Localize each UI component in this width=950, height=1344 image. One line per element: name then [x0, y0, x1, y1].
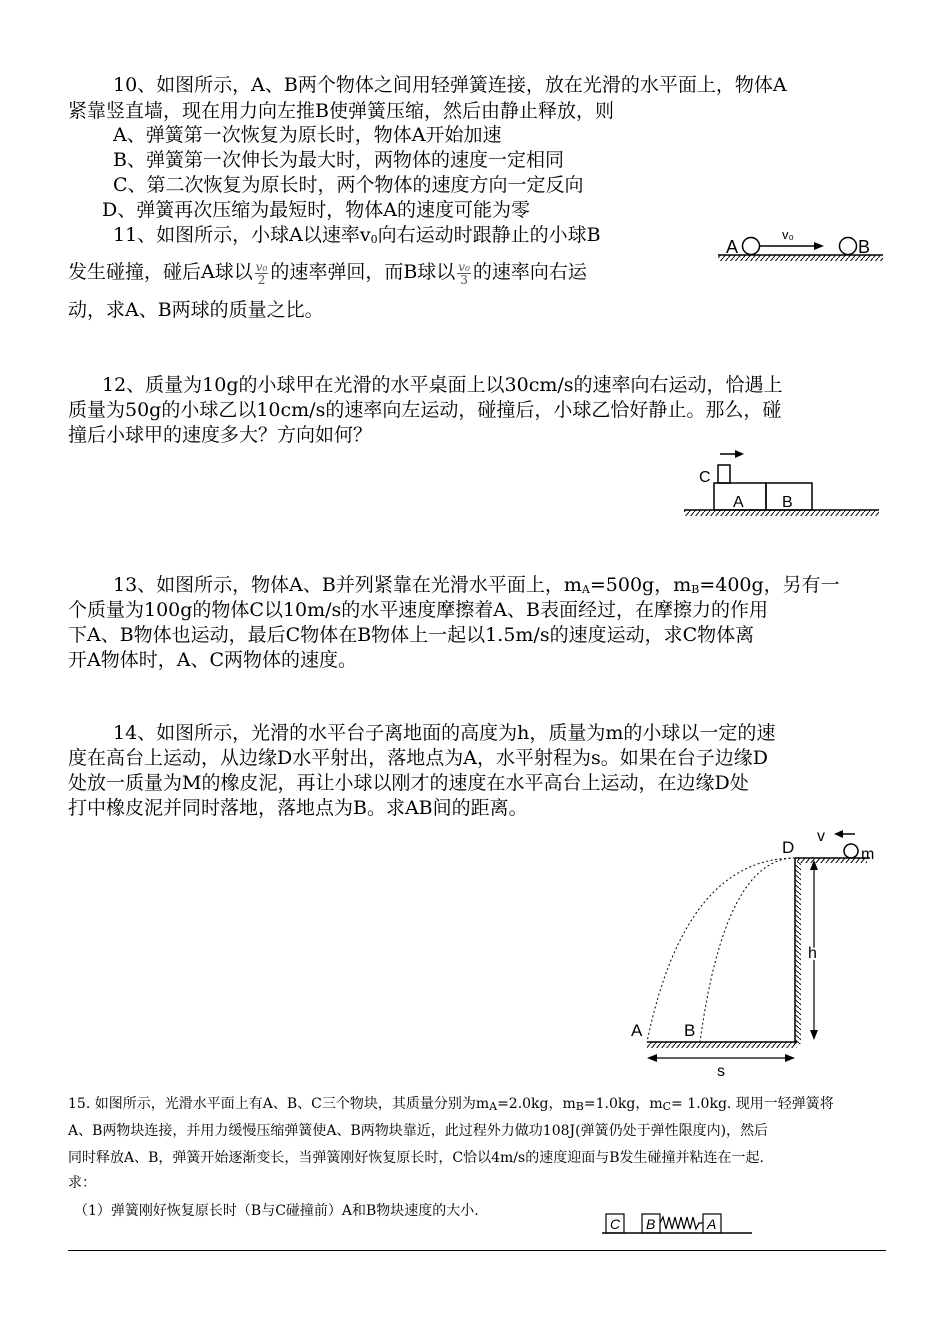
landing-b-label: B: [684, 1021, 696, 1040]
height-label: h: [808, 945, 817, 962]
q15-line4: 求：: [68, 1175, 96, 1191]
q14-line3: 处放一质量为M的橡皮泥，再让小球以刚才的速度在水平高台上运动，在边缘D处: [68, 772, 749, 794]
q15-line1: 15. 如图所示，光滑水平面上有A、B、C三个物块，其质量分别为$m_A=2.0kg$，$m_B=1.0kg$，$m_C= 1.0kg$. 现用一轻弹簧将: [68, 1096, 834, 1113]
q11-line1: 11、如图所示，小球A以速率$v_0$向右运动时跟静止的小球B: [113, 224, 601, 246]
q14-projectile-figure: [625, 828, 885, 1078]
q13-line1: 13、如图所示，物体A、B并列紧靠在光滑水平面上，$m_A=500g$，$m_B=400g$，另有一: [113, 574, 840, 596]
q12-line3: 撞后小球甲的速度多大？方向如何？: [68, 424, 373, 446]
q14-line4: 打中橡皮泥并同时落地，落地点为B。求AB间的距离。: [68, 797, 528, 819]
q15-spring-blocks-figure: [602, 1208, 752, 1238]
trajectory-a: [647, 858, 795, 1042]
ball-a-label: A: [726, 237, 739, 257]
fraction-v0-over-3: $\frac{\text{v₀}}{3}$: [458, 259, 470, 287]
q12-line1: 12、质量为10g的小球甲在光滑的水平桌面上以30cm/s的速率向右运动，恰遇上: [102, 374, 783, 396]
q10-option-d: D、弹簧再次压缩为最短时，物体A的速度可能为零: [102, 199, 530, 221]
bottom-rule: [68, 1250, 886, 1251]
table-top-hatch: [797, 858, 867, 863]
q13-line2: 个质量为100g的物体C以10m/s的水平速度摩擦着A、B表面经过，在摩擦力的作用: [68, 599, 768, 621]
q13-line4: 开A物体时，A、C两物体的速度。: [68, 649, 357, 671]
velocity-label: v: [817, 828, 825, 845]
trajectory-b: [700, 858, 795, 1042]
q12-line2: 质量为50g的小球乙以10cm/s的速率向左运动，碰撞后，小球乙恰好静止。那么，碰: [68, 399, 782, 421]
range-arrowhead-left: [647, 1054, 657, 1062]
range-arrowhead-right: [785, 1054, 795, 1062]
q15-line3: 同时释放A、B，弹簧开始逐渐变长，当弹簧刚好恢复原长时，C恰以4m/s的速度迎面与B发生碰撞并粘连在一起.: [68, 1150, 764, 1166]
q15-line5: （1）弹簧刚好恢复原长时（B与C碰撞前）A和B物块速度的大小.: [74, 1203, 479, 1219]
q10-option-b: B、弹簧第一次伸长为最大时，两物体的速度一定相同: [113, 149, 564, 171]
height-arrowhead-bottom: [810, 1030, 818, 1040]
q14-line1: 14、如图所示，光滑的水平台子离地面的高度为h，质量为m的小球以一定的速: [113, 722, 776, 744]
q10-stem-line1: 10、如图所示，A、B两个物体之间用轻弹簧连接，放在光滑的水平面上，物体A: [113, 74, 787, 96]
range-label: s: [717, 1063, 725, 1080]
fraction-v0-over-2: $\frac{\text{v₀}}{2}$: [255, 259, 268, 287]
block-c: [718, 465, 730, 483]
block-b-label: B: [782, 494, 793, 511]
spring: [660, 1217, 703, 1229]
q14-line2: 度在高台上运动，从边缘D水平射出，落地点为A，水平射程为s。如果在台子边缘D: [68, 747, 768, 769]
velocity-arrowhead: [735, 450, 744, 458]
ball-a: [743, 238, 760, 255]
block-a-label: A: [733, 494, 744, 511]
q13-line3: 下A、B物体也运动，最后C物体在B物体上一起以1.5m/s的速度运动，求C物体离: [68, 624, 755, 646]
q11-line3: 动，求A、B两球的质量之比。: [68, 299, 324, 321]
q15-line2: A、B两物块连接，并用力缓慢压缩弹簧使A、B两物块靠近，此过程外力做功108J(弹簧仍处于弹性限度内)，然后: [68, 1123, 769, 1139]
ground-hatch: [647, 1042, 797, 1048]
velocity-arrowhead: [814, 242, 824, 250]
velocity-label: v₀: [782, 227, 794, 242]
q11-line2: 发生碰撞，碰后A球以 $\frac{\text{v₀}}{2}$ 的速率弹回，而B球以 $\frac{\text{v₀}}{3}$ 的速率向右运: [68, 259, 587, 287]
ball-m: [844, 844, 858, 858]
q10-option-a: A、弹簧第一次恢复为原长时，物体A开始加速: [113, 124, 502, 146]
q10-stem-line2: 紧靠竖直墙，现在用力向左推B使弹簧压缩，然后由静止释放，则: [68, 100, 614, 122]
ball-m-label: m: [861, 846, 875, 863]
q13-blocks-figure: [684, 440, 879, 520]
velocity-arrowhead: [834, 830, 843, 838]
block-c-label: C: [699, 469, 711, 486]
table-wall-hatch: [795, 862, 801, 1044]
block-b-label: B: [646, 1216, 656, 1232]
landing-a-label: A: [631, 1021, 643, 1040]
q10-option-c: C、第二次恢复为原长时，两个物体的速度方向一定反向: [113, 174, 584, 196]
ball-b: [840, 238, 857, 255]
block-c-label: C: [610, 1216, 621, 1232]
ball-b-label: B: [858, 237, 871, 257]
block-a-label: A: [707, 1216, 717, 1232]
q11-collision-figure: [718, 222, 883, 267]
edge-d-label: D: [782, 838, 795, 857]
